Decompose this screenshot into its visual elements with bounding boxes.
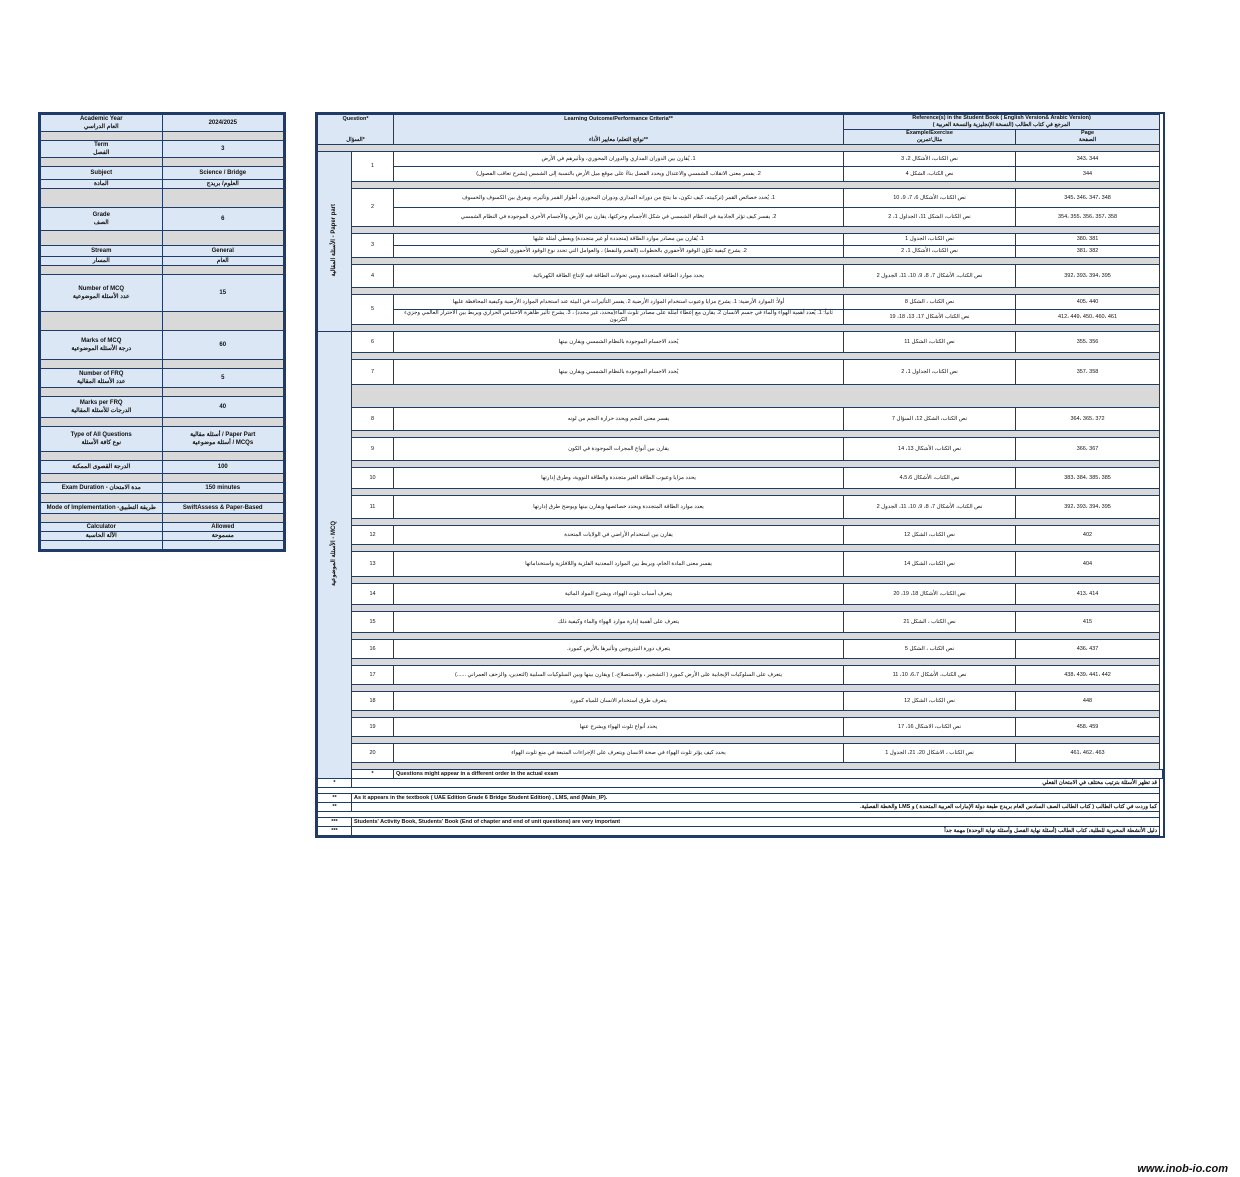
marks-frq-label: Marks per FRQ الدرجات للأسئلة المقالية [41,397,163,418]
row-separator [318,489,1163,496]
question-number: 5 [352,295,394,325]
question-number: 17 [352,666,394,685]
learning-outcome: يتعرف طرق استخدام الانسان للمياه كمورد [394,692,844,711]
learning-outcome: يحدد موارد الطاقة المتجددة ويبين تحولات الطاقة فيه لإنتاج الطاقة الكهربائية [394,265,844,288]
table-row [318,208,1163,227]
max-score-label: الدرجة القصوى الممكنة [41,461,163,474]
table-row [318,718,1163,737]
reference-page: 392، 393، 394، 395 [1016,265,1160,288]
table-row [318,332,1163,353]
table-row [318,496,1163,519]
row-separator [318,288,1163,295]
reference-page: 381، 382 [1016,246,1160,258]
marks-frq-value: 40 [162,397,284,418]
row-separator [318,605,1163,612]
note-row [318,770,1163,779]
grade-label: Grade الصف [41,208,163,231]
question-number: 11 [352,496,394,519]
reference-example: نص الكتاب ، الشكل 8 [844,295,1016,310]
reference-page: 405، 440 [1016,295,1160,310]
reference-page: 357، 358 [1016,360,1160,385]
blank-cell [41,541,163,550]
note-marker: * [318,779,352,788]
website-footer: www.inob-io.com [1137,1163,1228,1175]
reference-page: 343، 344 [1016,152,1160,167]
note-row [318,803,1163,812]
question-number: 6 [352,332,394,353]
marks-mcq-value: 60 [162,331,284,360]
reference-example: نص الكتاب، الجدول 1 [844,234,1016,246]
reference-example: نص الكتاب، الأشكال 6، 7، 9، 10 [844,189,1016,208]
type-label: Type of All Questions نوع كافة الأسئلة [41,427,163,452]
reference-page: 412، 449، 450، 460، 461 [1016,310,1160,325]
learning-outcome: 1. يُحدد خصائص القمر (تركيبته، كيف تكون، ما ينتج من دورانه المداري ودوران المحوري، أطوار القمر وتأثيره، ويفرق بين الكسوف والخسوف [394,189,844,208]
row-separator [318,227,1163,234]
section-text: الأسئلة الموضوعية - MCQ [331,520,337,586]
reference-page: 392، 393، 394، 395 [1016,496,1160,519]
question-number: 7 [352,360,394,385]
question-number: 2 [352,189,394,227]
reference-page: 354، 355، 356، 357، 358 [1016,208,1160,227]
row-separator [318,385,1163,408]
type-value: أسئلة مقالية / Paper Part أسئلة موضوعية / MCQs [162,427,284,452]
duration-value: 150 minutes [162,483,284,494]
row-separator [318,633,1163,640]
reference-page: 402 [1016,526,1160,545]
table-row [318,744,1163,763]
reference-page: 404 [1016,552,1160,577]
subject-label-ar: المادة [41,180,163,189]
learning-outcome: يتعرف دورة النيتروجين وتأثيرها بالأرض كمورد. [394,640,844,659]
term-label: Term الفصل [41,141,163,158]
reference-example: نص الكتاب، الاشكال 16، 17 [844,718,1016,737]
learning-outcome: يتعرف على السلوكيات الإيجابية على الأرض كمورد ( التشجير ، والاستصلاح، ) ويقارن بينها وبين السلوكيات السلبية (التعدين، والزحف العمراني ......) [394,666,844,685]
reference-page: 366، 367 [1016,438,1160,461]
reference-example: نص الكتاب، الشكل 11، الجداول 1، 2 [844,208,1016,227]
mcq-part-label [318,332,352,779]
table-row [318,468,1163,489]
reference-page: 448 [1016,692,1160,711]
table-row [318,438,1163,461]
learning-outcome: يحدد مزايا وعيوب الطاقة الغير متجددة والطاقة النووية، وطرق إدارتها [394,468,844,489]
reference-example: نص الكتاب، الشكل 4 [844,167,1016,182]
learning-outcome: 1. يُقارن بين مصادر موارد الطاقة (متجددة أو غير متجددة) ويعطي أمثلة عليها [394,234,844,246]
question-number: 19 [352,718,394,737]
paper-part-label [318,152,352,332]
reference-example: نص الكتاب، الجداول 1، 2 [844,360,1016,385]
subject-value-en: Science / Bridge [162,167,284,180]
reference-example: نص الكتاب ، الشكل 21 [844,612,1016,633]
question-number: 16 [352,640,394,659]
learning-outcome: ثانياً: 1. يُعدد أهمية الهواء والماء في جسم الانسان 2. يقارن مع إعطاء أمثلة على مصادر تلوث الماء(محدد، غير محدد) ، 3. يشرح تأثير ظاهرة الاحتباس الحراري ويربط بين الاحترار العالمي وجزيء الكربون [394,310,844,325]
note-marker: ** [318,803,352,812]
question-number: 3 [352,234,394,258]
reference-example: نص الكتاب، الشكل 12، السؤال 7 [844,408,1016,431]
mode-label: Mode of Implementation -طريقة التطبيق [41,503,163,514]
table-row [318,552,1163,577]
reference-page: 436، 437 [1016,640,1160,659]
num-frq-value: 5 [162,369,284,388]
row-separator [318,685,1163,692]
term-value: 3 [162,141,284,158]
reference-example: نص الكتاب، الأشكال 6،7، 10، 11 [844,666,1016,685]
table-row [318,310,1163,325]
reference-example: نص الكتاب ، الشكل 5 [844,640,1016,659]
marks-mcq-label: Marks of MCQ درجة الأسئلة الموضوعية [41,331,163,360]
stream-value-en: General [162,246,284,257]
row-separator [318,461,1163,468]
learning-outcome: يُحدد الاجسام الموجودة بالنظام الشمسي ويقارن بينها [394,360,844,385]
question-number: 12 [352,526,394,545]
mode-value: SwiftAssess & Paper-Based [162,503,284,514]
question-number: 9 [352,438,394,461]
reference-example: نص الكتاب، الأشكال 7، 8، 9، 10، 11، الجدول 2 [844,265,1016,288]
reference-example: نص الكتاب، الشكل 12 [844,526,1016,545]
learning-outcome: يتعرف على أهمية إدارة موارد الهواء والماء وكيفية ذلك [394,612,844,633]
table-row [318,167,1163,182]
exam-info-panel [38,112,286,552]
table-row [318,640,1163,659]
reference-example: نص الكتاب، الأشكال 2، 3 [844,152,1016,167]
row-separator [318,353,1163,360]
reference-header: Reference(s) in the Student Book ( English Version& Arabic Version) المرجع في كتاب الطالب (النسخة الإنجليزية والنسخة العربية ) [844,115,1160,130]
reference-example: نص الكتاب، الشكل 14 [844,552,1016,577]
max-score-value: 100 [162,461,284,474]
note-text: دليل الأنشطة المخبرية للطلبة، كتاب الطالب (أسئلة نهاية الفصل وأسئلة نهاية الوحدة) مهمة جداً [352,827,1160,836]
learning-outcome: 2. يفسر معنى الانقلاب الشمسي والاعتدال ويحدد الفصل بناءً على موقع ميل الأرض بالنسبة إلى الشمس (يشرح تعاقب الفصول) [394,167,844,182]
row-separator [318,519,1163,526]
reference-page: 364، 365، 372 [1016,408,1160,431]
learning-outcome: 1. يُقارن بين الدوران المداري والدوران المحوري، وتأثيرهم في الأرض [394,152,844,167]
table-row [318,234,1163,246]
reference-example: نص الكتاب، الشكل 12 [844,692,1016,711]
table-row [318,246,1163,258]
row-separator [318,258,1163,265]
reference-example: نص الكتاب، الأشكال 13، 14 [844,438,1016,461]
note-marker: *** [318,827,352,836]
table-row [318,692,1163,711]
calculator-value-ar: مسموحة [162,532,284,541]
table-row [318,526,1163,545]
academic-year-value: 2024/2025 [162,115,284,132]
note-marker: ** [318,794,352,803]
reference-page: 345، 346، 347، 348 [1016,189,1160,208]
note-text: As it appears in the textbook ( UAE Edition Grade 6 Bridge Student Edition) , LMS, and (Main_IP). [352,794,1160,803]
row-separator [318,577,1163,584]
table-row [318,612,1163,633]
reference-example: نص الكتاب، الأشكال 1، 2 [844,246,1016,258]
reference-example: نص الكتاب، الأشكال 4،5،6 [844,468,1016,489]
grade-value: 6 [162,208,284,231]
num-mcq-label: Number of MCQ عدد الأسئلة الموضوعية [41,275,163,312]
question-number: 20 [352,744,394,763]
subject-value-ar: العلوم/ بريدج [162,180,284,189]
table-row [318,360,1163,385]
row-separator [318,325,1163,332]
table-row [318,265,1163,288]
reference-page: 415 [1016,612,1160,633]
question-number: 15 [352,612,394,633]
question-number: 18 [352,692,394,711]
row-separator [318,431,1163,438]
learning-outcome: يعدد موارد الطاقة المتجددة ويحدد خصائصها ويقارن بينها ويوضح طرق إدارتها [394,496,844,519]
calculator-label-ar: الآلة الحاسبة [41,532,163,541]
page-header: Page الصفحة [1016,130,1160,145]
blank-cell [162,541,284,550]
learning-outcome: يتعرف أسباب تلوث الهواء، ويشرح المواد المائية [394,584,844,605]
reference-example: نص الكتاب الأشكال 17، 13، 18، 19 [844,310,1016,325]
reference-page: 344 [1016,167,1160,182]
note-row [318,818,1163,827]
reference-example: نص الكتاب، الشكل 11 [844,332,1016,353]
table-row [318,189,1163,208]
learning-outcome: يفسر معنى النجم ويحدد حرارة النجم من لونه [394,408,844,431]
stream-label: Stream [41,246,163,257]
question-number: 13 [352,552,394,577]
reference-page: 413، 414 [1016,584,1160,605]
table-row [318,295,1163,310]
calculator-label: Calculator [41,523,163,532]
note-text: Students' Activity Book, Students' Book (End of chapter and end of unit questions) are very important [352,818,1160,827]
note-marker: * [352,770,394,779]
row-separator [318,763,1163,770]
note-row [318,827,1163,836]
table-row [318,152,1163,167]
note-text: كما وردت في كتاب الطالب ( كتاب الطالب الصف السادس العام بريدج طبعة دولة الإمارات العربية المتحدة ) و LMS والخطة الفصلية. [352,803,1160,812]
learning-outcome: يحدد أنواع تلوث الهواء ويشرح عنها [394,718,844,737]
calculator-value-en: Allowed [162,523,284,532]
reference-example: نص الكتاب، الأشكال 18، 19، 20 [844,584,1016,605]
learning-outcome: يقارن بين استخدام الأراضي في الولايات المتحدة [394,526,844,545]
duration-label: Exam Duration - مدة الامتحان [41,483,163,494]
stream-label-ar: المسار [41,257,163,266]
note-text: قد تظهر الأسئلة بترتيب مختلف في الامتحان الفعلي [352,779,1160,788]
learning-outcome: 2. يفسر كيف تؤثر الجاذبية في النظام الشمسي في شكل الأجسام وحركتها، يقارن بين الأرض والأجسام الأخرى الموجودة في النظام الشمسي [394,208,844,227]
reference-page: 383، 384، 385، 385 [1016,468,1160,489]
coverage-table [315,112,1165,838]
learning-outcome: يُحدد الاجسام الموجودة بالنظام الشمسي ويقارن بينها [394,332,844,353]
question-number: 1 [352,152,394,182]
table-row [318,408,1163,431]
question-number: 4 [352,265,394,288]
num-frq-label: Number of FRQ عدد الأسئلة المقالية [41,369,163,388]
row-separator [318,711,1163,718]
section-text: الأسئلة المقالية - Paper part [331,203,337,277]
reference-example: نص الكتاب، الأشكال 7، 8، 9، 10، 11، الجدول 2 [844,496,1016,519]
learning-outcome: يحدد كيف يؤثر تلوث الهواء في صحة الانسان ويتعرف على الإجراءات المتبعة في منع تلوث الهواء [394,744,844,763]
reference-page: 380، 381 [1016,234,1160,246]
academic-year-label: Academic Year العام الدراسي [41,115,163,132]
row-separator [318,545,1163,552]
question-header: Question* السؤال* [318,115,394,145]
learning-outcome: 2. يشرح كيفية تكوّن الوقود الأحفوري بالخطوات (الفحم والنفط) ، والعوامل التي تحدد نوع الوقود الأحفوري المتكون [394,246,844,258]
reference-example: نص الكتاب ، الاشكال 20، 21، الجدول 1 [844,744,1016,763]
note-marker: *** [318,818,352,827]
table-row [318,666,1163,685]
note-text: Questions might appear in a different order in the actual exam [394,770,1163,779]
learning-outcome: يقارن بين أنواع المجرات الموجودة في الكون [394,438,844,461]
note-row [318,794,1163,803]
question-number: 10 [352,468,394,489]
reference-page: 355، 356 [1016,332,1160,353]
subject-label: Subject [41,167,163,180]
row-separator [318,659,1163,666]
note-row [318,779,1163,788]
learning-outcome: أولاً: الموارد الأرضية: 1. يشرح مزايا وعيوب استخدام الموارد الأرضية 2. يفسر التأثيرات في البيئة عند استخدام الموارد الأرضية وكيفية المحافظة عليها [394,295,844,310]
row-separator [318,737,1163,744]
example-header: Example/Exercise مثال/تمرين [844,130,1016,145]
reference-page: 461، 462، 463 [1016,744,1160,763]
learning-outcome: يفسر معنى المادة الخام، ويربط بين الموارد المعدنية الفلزية واللافلزية واستخداماتها [394,552,844,577]
num-mcq-value: 15 [162,275,284,312]
reference-page: 438، 439، 441، 442 [1016,666,1160,685]
question-number: 14 [352,584,394,605]
row-separator [318,182,1163,189]
reference-page: 458، 459 [1016,718,1160,737]
question-number: 8 [352,408,394,431]
outcome-header: Learning Outcome/Performance Criteria** نواتج التعلم/ معايير الأداء** [394,115,844,145]
table-row [318,584,1163,605]
stream-value-ar: العام [162,257,284,266]
